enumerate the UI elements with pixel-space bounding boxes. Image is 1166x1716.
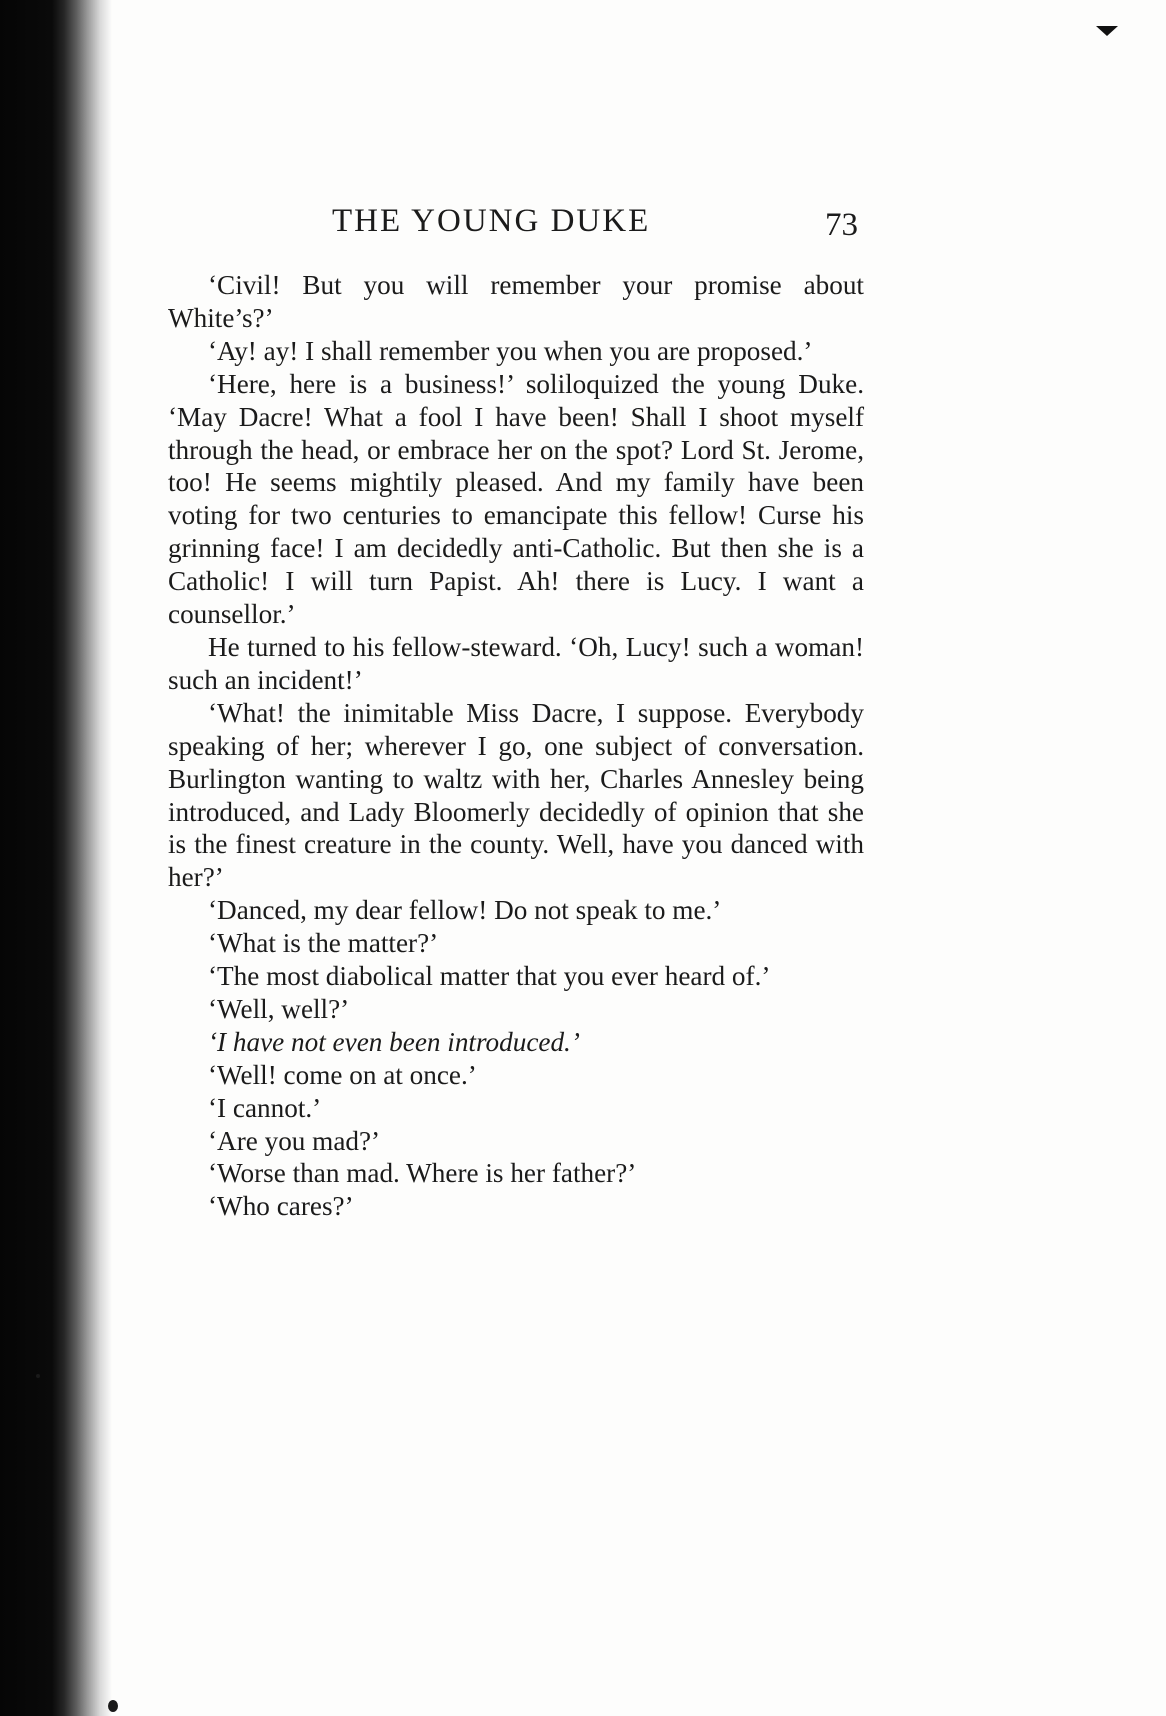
ink-speck <box>36 1374 40 1378</box>
paragraph: ‘Ay! ay! I shall remember you when you are proposed.’ <box>208 335 813 366</box>
corner-mark-icon <box>1096 26 1118 36</box>
ink-speck <box>108 1700 118 1712</box>
paragraph: ‘Here, here is a business!’ soliloquized the young Duke. ‘May Dacre! What a fool I have been! Shall I shoot myself through the head, or embrace her on the spot? Lord St. Jerome, too! He seems mightily pleased. And my family have been voting for two centuries to emancipate this fellow! Curse his grinning face! I am decidedly anti-Catholic. But then she is a Catholic! I will turn Papist. Ah! there is Lucy. I want a counsellor.’ <box>168 368 864 630</box>
paragraph: He turned to his fellow-steward. ‘Oh, Lucy! such a woman! such an incident!’ <box>168 631 864 695</box>
paragraph: ‘Well! come on at once.’ <box>208 1059 477 1090</box>
paragraph: ‘Who cares?’ <box>208 1191 354 1222</box>
running-title: THE YOUNG DUKE <box>332 203 651 239</box>
paragraph: ‘Are you mad?’ <box>208 1125 381 1156</box>
page-header <box>168 196 862 246</box>
paragraph: ‘Danced, my dear fellow! Do not speak to me.’ <box>208 895 722 926</box>
paragraph: ‘I cannot.’ <box>208 1092 322 1123</box>
paragraph: ‘Worse than mad. Where is her father?’ <box>208 1158 637 1189</box>
page-number: 73 <box>825 207 858 243</box>
paragraph: ‘What is the matter?’ <box>208 928 439 959</box>
paragraph: ‘Civil! But you will remember your promise about White’s?’ <box>168 270 864 333</box>
body-text <box>168 269 864 1223</box>
paragraph: ‘What! the inimitable Miss Dacre, I suppose. Everybody speaking of her; wherever I go, one subject of conversation. Burlington wanting to waltz with her, Charles Annesley being introduced, and Lady Bloomerly decidedly of opinion that she is the finest creature in the county. Well, have you danced with her?’ <box>168 697 864 893</box>
paragraph: ‘Well, well?’ <box>208 993 350 1024</box>
binding-gutter-shadow <box>0 0 112 1716</box>
paragraph: ‘I have not even been introduced.’ <box>208 1026 580 1057</box>
paragraph: ‘The most diabolical matter that you ever heard of.’ <box>208 961 771 992</box>
